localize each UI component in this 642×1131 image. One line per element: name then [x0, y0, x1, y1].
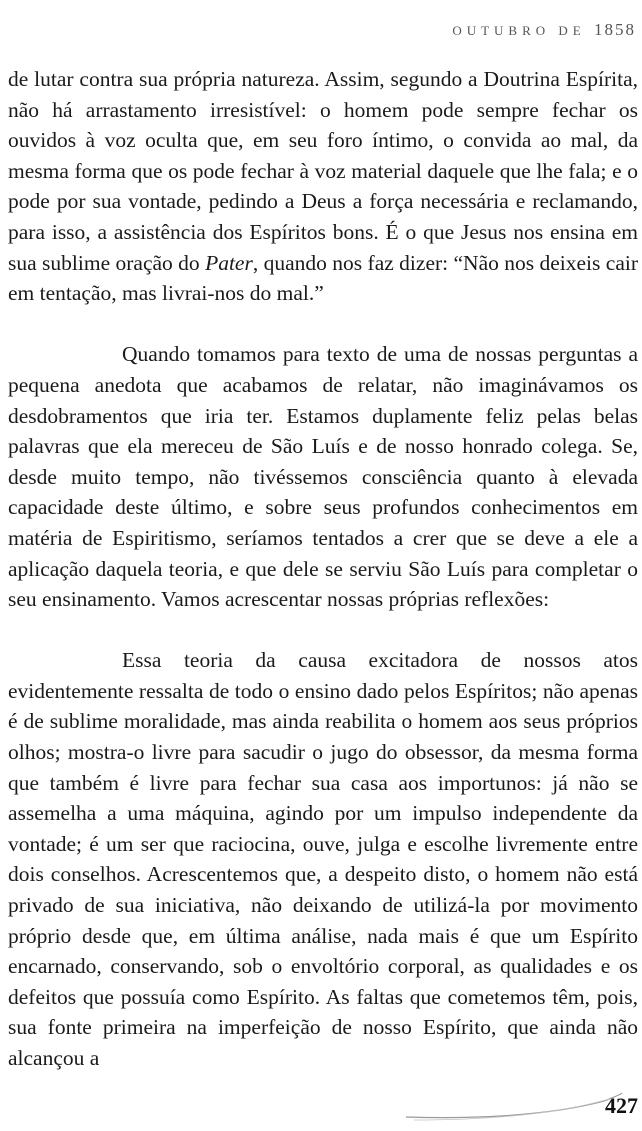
page-number: 427 — [605, 1093, 638, 1118]
running-year: 1858 — [594, 20, 636, 39]
paragraph-1 — [8, 64, 638, 309]
paragraph-1-text-end: , quando nos faz dizer: “Não nos deixeis cair em tentação, mas livrai-nos do mal.” — [8, 250, 639, 306]
paragraph-2 — [8, 339, 638, 614]
paragraph-1-text: de lutar contra sua própria natureza. Assim, segundo a Doutrina Espírita, não há arrastamento irresistível: o homem pode sempre fechar os ouvidos à voz oculta que, em seu foro íntimo, o convida ao mal, da mesma forma que os pode fechar à voz material daquele que lhe fala; e o pode por sua vontade, pedindo a Deus a força necessária e reclamando, para isso, a assistência dos Espíritos bons. É o que Jesus nos ensina em sua sublime oração do — [8, 67, 638, 275]
body-text — [8, 64, 638, 1074]
pater-italic: Pater — [205, 250, 253, 275]
paragraph-3 — [8, 645, 638, 1073]
paragraph-2-text: Quando tomamos para texto de uma de nossas perguntas a pequena anedota que acabamos de relatar, não imaginávamos os desdobramentos que iria ter. Estamos duplamente feliz pelas belas palavras que ela mereceu de São Luís e de nosso honrado colega. Se, desde muito tempo, não tivéssemos consciência quanto à elevada capacidade deste último, e sobre seus profundos conhecimentos em matéria de Espiritismo, seríamos tentados a crer que se deve a ele a aplicação daquela teoria, e que dele se serviu São Luís para completar o seu ensinamento. Vamos acrescentar nossas próprias reflexões: — [8, 342, 638, 612]
running-header — [452, 20, 636, 40]
paragraph-3-text: Essa teoria da causa excitadora de nossos atos evidentemente ressalta de todo o ensino dado pelos Espíritos; não apenas é de sublime moralidade, mas ainda reabilita o homem aos seus próprios olhos; mostra-o livre para sacudir o jugo do obsessor, da mesma forma que também é livre para fechar sua casa aos importunos: já não se assemelha a uma máquina, agindo por um impulso independente da vontade; é um ser que raciocina, ouve, julga e escolhe livremente entre dois conselhos. Acrescentemos que, a despeito disto, o homem não está privado de sua iniciativa, não deixando de utilizá-la por movimento próprio desde que, em última análise, nada mais é que um Espírito encarnado, conservando, sob o envoltório corporal, as qualidades e os defeitos que possuía como Espírito. As faltas que cometemos têm, pois, sua fonte primeira na imperfeição de nosso Espírito, que ainda não alcançou a — [8, 648, 638, 1070]
footer-ornament — [404, 1087, 624, 1121]
running-title: OUTUBRO DE — [452, 23, 586, 38]
